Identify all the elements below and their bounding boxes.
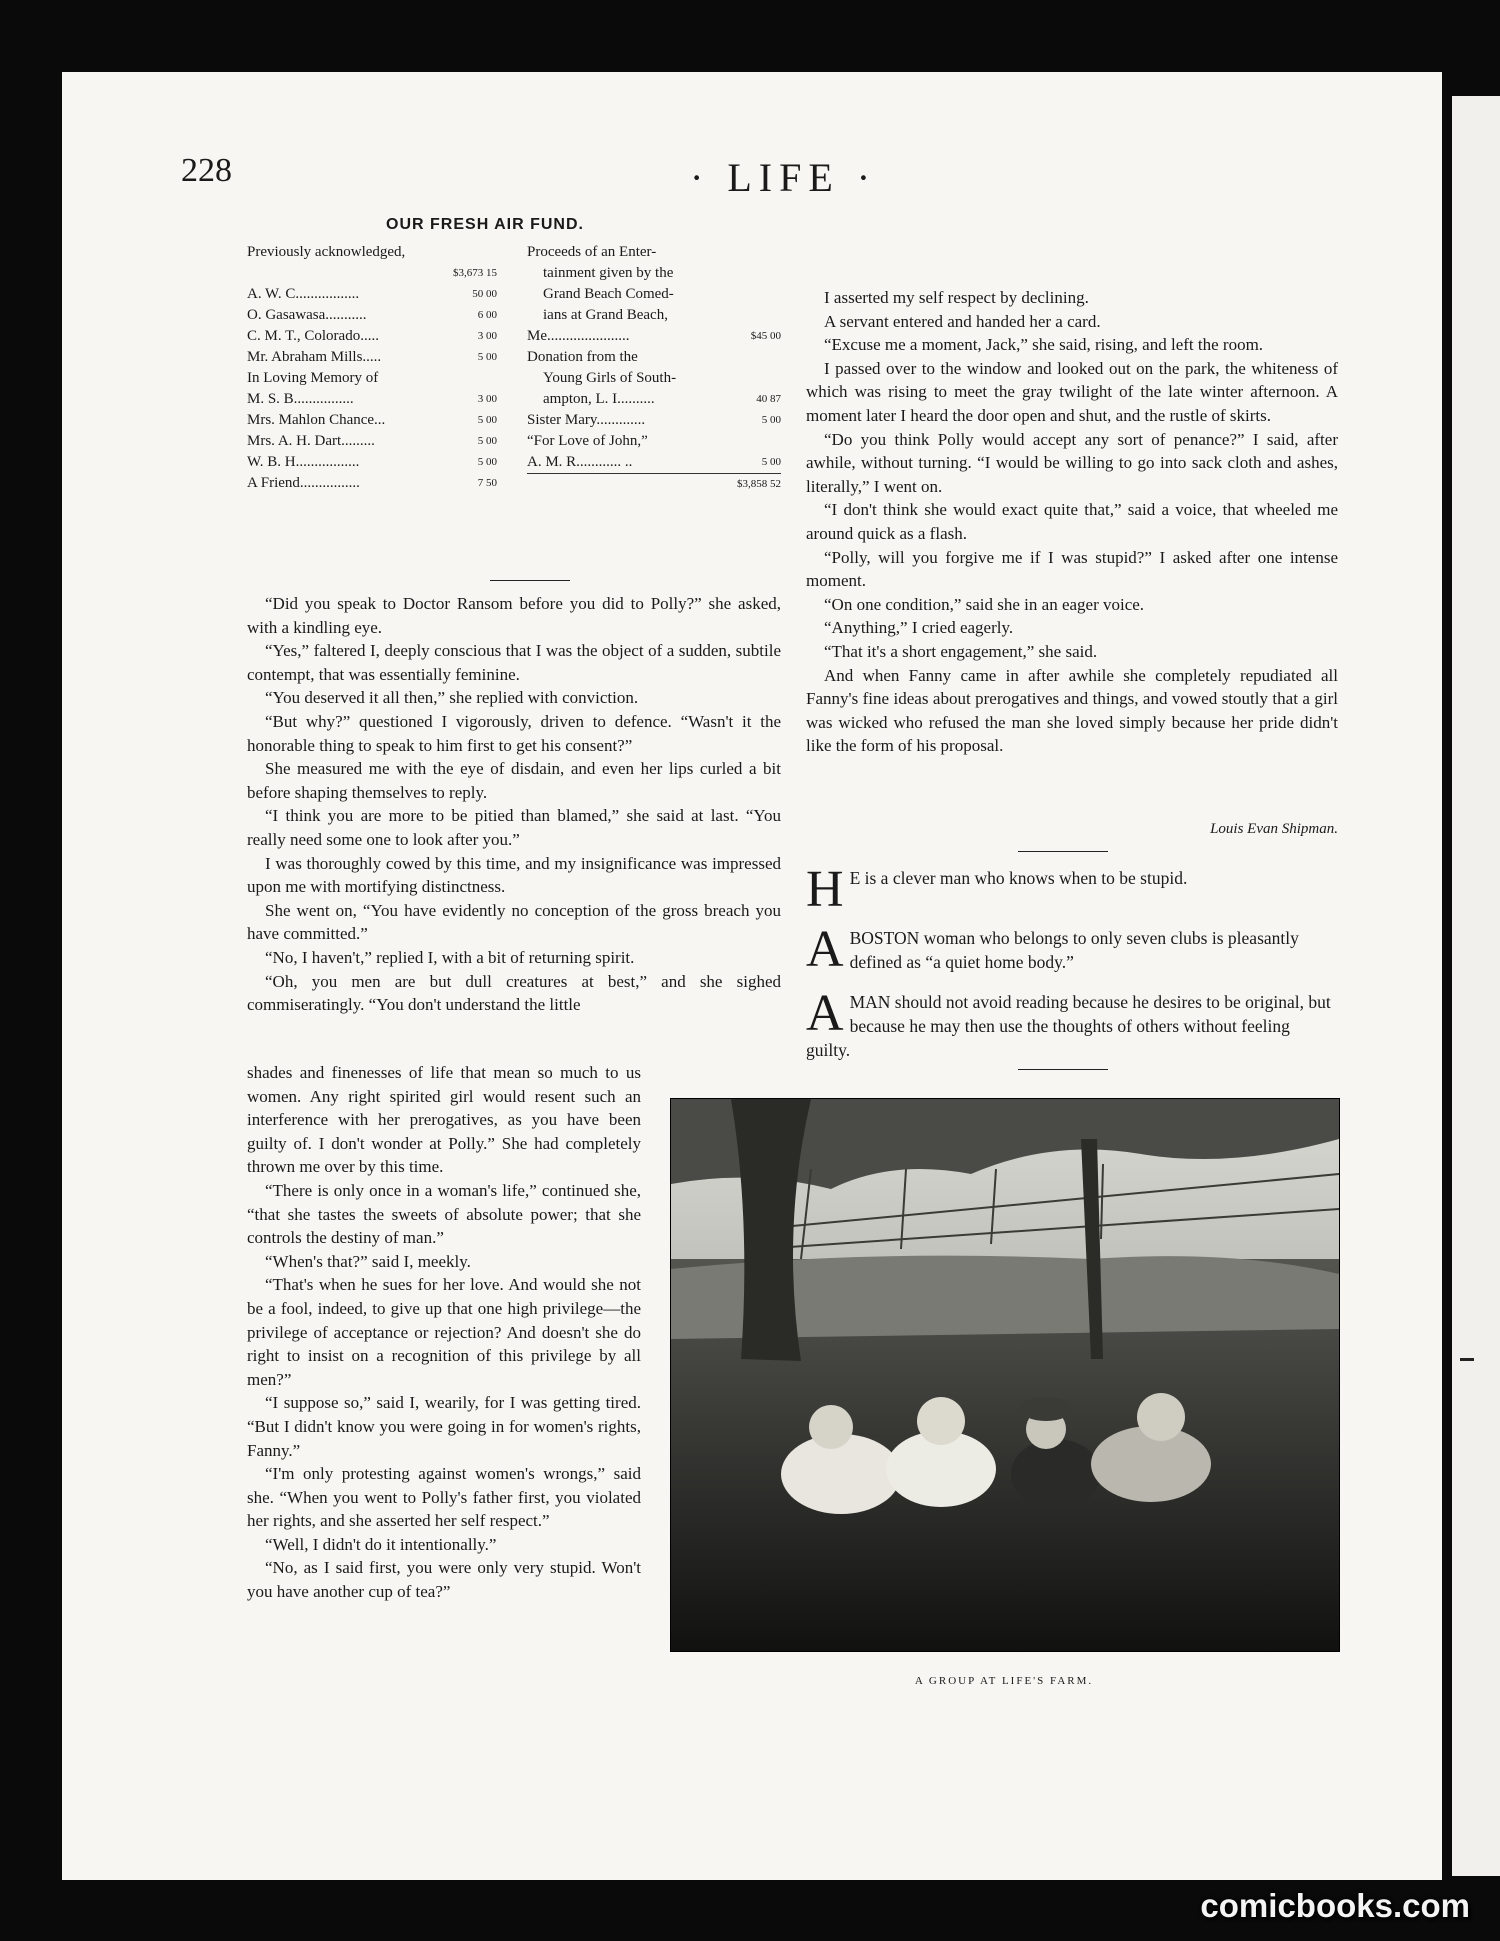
paragraph-text: E is a clever man who knows when to be stupid. — [849, 868, 1188, 888]
story-paragraph: I was thoroughly cowed by this time, and my insignificance was impressed upon me with mortifying distinctness. — [247, 853, 781, 897]
divider-1 — [1018, 851, 1108, 852]
fund-amount: $3,858 52 — [737, 478, 781, 490]
story-paragraph: “On one condition,” said she in an eager voice. — [824, 594, 1145, 614]
drop-cap: A — [806, 926, 844, 974]
fund-list-left — [247, 242, 497, 494]
author-signature: Louis Evan Shipman. — [1210, 821, 1338, 837]
story-paragraph: “Did you speak to Doctor Ransom before you did to Polly?” she asked, with a kindling eye. — [247, 594, 781, 637]
story-paragraph: shades and finenesses of life that mean so much to us women. Any right spirited girl would resent such an interference with her prerogatives, as you have been guilty of. I don't wonder at Polly.” She had completely thrown me over by this time. — [247, 1063, 641, 1177]
fund-donor: Mrs. A. H. Dart......... — [247, 433, 375, 449]
watermark: comicbooks.com — [1200, 1887, 1470, 1924]
fund-row — [527, 368, 781, 389]
story-paragraph: “That it's a short engagement,” she said. — [824, 641, 1098, 661]
story-paragraph: “There is only once in a woman's life,” continued she, “that she tastes the sweets of absolute power; that she controls the destiny of man.” — [247, 1180, 641, 1248]
fund-amount: 5 00 — [761, 414, 781, 426]
story-paragraph: “Do you think Polly would accept any sort of penance?” I said, after awhile, without turning. “I would be willing to go into sack cloth and ashes, literally,” I went on. — [806, 429, 1338, 496]
joke-paragraph — [806, 866, 1338, 912]
fund-divider — [490, 580, 570, 581]
fund-donor: Mrs. Mahlon Chance... — [247, 412, 386, 428]
fund-donor: Sister Mary............. — [527, 412, 646, 428]
fund-title: OUR FRESH AIR FUND. — [386, 216, 584, 233]
fund-row — [247, 305, 497, 326]
page-number: 228 — [181, 152, 232, 189]
fund-donor: In Loving Memory of — [247, 370, 379, 386]
fund-amount: 5 00 — [477, 351, 497, 363]
fund-row — [247, 347, 497, 368]
facing-page-mark — [1460, 1358, 1474, 1361]
fund-row — [527, 326, 781, 347]
fund-donor: O. Gasawasa........... — [247, 307, 367, 323]
lead-word: BOSTON — [849, 928, 920, 948]
story-paragraph: I passed over to the window and looked out on the park, the whiteness of which was rising to meet the gray twilight of the late winter afternoon. A moment later I heard the door open and shut, and the rustle of skirts. — [806, 358, 1338, 425]
fund-amount: 3 00 — [477, 330, 497, 342]
fund-row — [527, 347, 781, 368]
facing-page-edge — [1452, 96, 1500, 1876]
joke-paragraph — [806, 990, 1338, 1062]
paragraph-text: woman who belongs to only seven clubs is pleasantly defined as “a quiet home body.” — [849, 928, 1299, 972]
story-paragraph: “Anything,” I cried eagerly. — [824, 618, 1014, 638]
story-paragraph: “Oh, you men are but dull creatures at best,” and she sighed commiseratingly. “You don't understand the little — [247, 971, 781, 1015]
fund-donor: Mr. Abraham Mills..... — [247, 349, 382, 365]
divider-2 — [1018, 1069, 1108, 1070]
fund-row — [527, 284, 781, 305]
fund-row — [527, 473, 781, 495]
story-paragraph: She went on, “You have evidently no conception of the gross breach you have committed.” — [247, 900, 781, 944]
fund-list-right — [527, 242, 781, 495]
fund-donor: Donation from the — [527, 349, 638, 365]
story-paragraph: “Well, I didn't do it intentionally.” — [265, 1534, 497, 1554]
fund-amount: $3,673 15 — [453, 267, 497, 279]
fund-donor: C. M. T., Colorado..... — [247, 328, 379, 344]
fund-row — [527, 305, 781, 326]
fund-donor: A. W. C................. — [247, 286, 360, 302]
story-paragraph: I asserted my self respect by declining. — [824, 288, 1089, 307]
fund-amount: 7 50 — [477, 477, 497, 489]
masthead-title: · LIFE · — [690, 155, 878, 200]
story-paragraph: “Polly, will you forgive me if I was stupid?” I asked after one intense moment. — [806, 547, 1338, 591]
story-column-right — [806, 286, 1338, 758]
fund-amount: 5 00 — [761, 456, 781, 468]
fund-row — [247, 326, 497, 347]
fund-row — [247, 410, 497, 431]
fund-row — [247, 452, 497, 473]
fund-donor: “For Love of John,” — [527, 433, 648, 449]
fund-donor: ampton, L. I.......... — [543, 391, 655, 407]
fund-row — [247, 242, 497, 263]
story-paragraph: A servant entered and handed her a card. — [824, 311, 1101, 331]
story-paragraph: “I think you are more to be pitied than blamed,” she said at last. “You really need some one to look after you.” — [247, 806, 781, 849]
fund-donor: Grand Beach Comed- — [543, 286, 674, 302]
story-paragraph: “I don't think she would exact quite that,” said a voice, that wheeled me around quick as a flash. — [806, 500, 1338, 543]
fund-donor: M. S. B................ — [247, 391, 354, 407]
paragraphs-block — [806, 866, 1338, 1078]
children-on-grass-photo — [671, 1099, 1339, 1651]
fund-row — [527, 389, 781, 410]
fund-donor: A Friend................ — [247, 475, 360, 491]
fund-row — [247, 473, 497, 494]
story-paragraph: “No, I haven't,” replied I, with a bit of returning spirit. — [265, 947, 635, 967]
fund-amount: 50 00 — [472, 288, 497, 300]
fund-amount: 3 00 — [477, 393, 497, 405]
story-paragraph: “No, as I said first, you were only very stupid. Won't you have another cup of tea?” — [247, 1558, 641, 1602]
fund-row — [247, 263, 497, 284]
fund-amount: 40 87 — [756, 393, 781, 405]
drop-cap: H — [806, 866, 844, 912]
fund-row — [247, 368, 497, 389]
fund-row — [527, 452, 781, 473]
lead-word: MAN — [849, 992, 891, 1012]
story-column-left-narrow — [247, 1061, 641, 1604]
fund-amount: 5 00 — [477, 435, 497, 447]
fund-donor: Young Girls of South- — [543, 370, 677, 386]
fund-donor: A. M. R............ .. — [527, 454, 633, 470]
story-paragraph: “Excuse me a moment, Jack,” she said, rising, and left the room. — [824, 335, 1264, 355]
fund-donor: Proceeds of an Enter- — [527, 244, 657, 260]
joke-paragraph — [806, 926, 1338, 974]
fund-donor: tainment given by the — [543, 265, 674, 281]
fund-row — [527, 263, 781, 284]
fund-amount: 5 00 — [477, 414, 497, 426]
story-column-left — [247, 592, 781, 1017]
fund-row — [247, 431, 497, 452]
fund-donor: ians at Grand Beach, — [543, 307, 668, 323]
fund-donor: Previously acknowledged, — [247, 244, 406, 260]
fund-amount: $45 00 — [750, 330, 781, 342]
fund-row — [527, 242, 781, 263]
fund-amount: 6 00 — [477, 309, 497, 321]
fund-row — [527, 431, 781, 452]
story-paragraph: “That's when he sues for her love. And would she not be a fool, indeed, to give up that one high privilege—the privilege of acceptance or rejection? And doesn't she do right to insist on a recognition of this privilege by all men?” — [247, 1275, 641, 1389]
fund-row — [247, 389, 497, 410]
story-paragraph: “I'm only protesting against women's wrongs,” said she. “When you went to Polly's father first, you violated her rights, and she asserted her self respect.” — [247, 1464, 641, 1531]
paragraph-text: should not avoid reading because he desires to be original, but because he may then use the thoughts of others without feeling guilty. — [806, 992, 1331, 1060]
story-paragraph: “Yes,” faltered I, deeply conscious that I was the object of a sudden, subtile contempt, that was essentially feminine. — [247, 641, 781, 684]
farm-photo — [670, 1098, 1340, 1652]
fund-donor: W. B. H................. — [247, 454, 360, 470]
fund-donor: Me...................... — [527, 328, 630, 344]
drop-cap: A — [806, 990, 844, 1042]
fund-row — [527, 410, 781, 431]
story-paragraph: “I suppose so,” said I, wearily, for I was getting tired. “But I didn't know you were going in for women's rights, Fanny.” — [247, 1393, 641, 1460]
story-paragraph: “You deserved it all then,” she replied with conviction. — [265, 688, 639, 708]
story-paragraph: She measured me with the eye of disdain, and even her lips curled a bit before shaping themselves to reply. — [247, 759, 781, 802]
story-paragraph: “But why?” questioned I vigorously, driven to defence. “Wasn't it the honorable thing to speak to him first to get his consent?” — [247, 711, 781, 755]
story-paragraph: And when Fanny came in after awhile she completely repudiated all Fanny's fine ideas about prerogatives and things, and vowed stoutly that a girl was wicked who refused the man she loved simply because her pride didn't like the form of his proposal. — [806, 665, 1338, 756]
fund-row — [247, 284, 497, 305]
fund-amount: 5 00 — [477, 456, 497, 468]
photo-caption: A GROUP AT LIFE'S FARM. — [914, 1675, 1094, 1687]
story-paragraph: “When's that?” said I, meekly. — [265, 1251, 471, 1271]
